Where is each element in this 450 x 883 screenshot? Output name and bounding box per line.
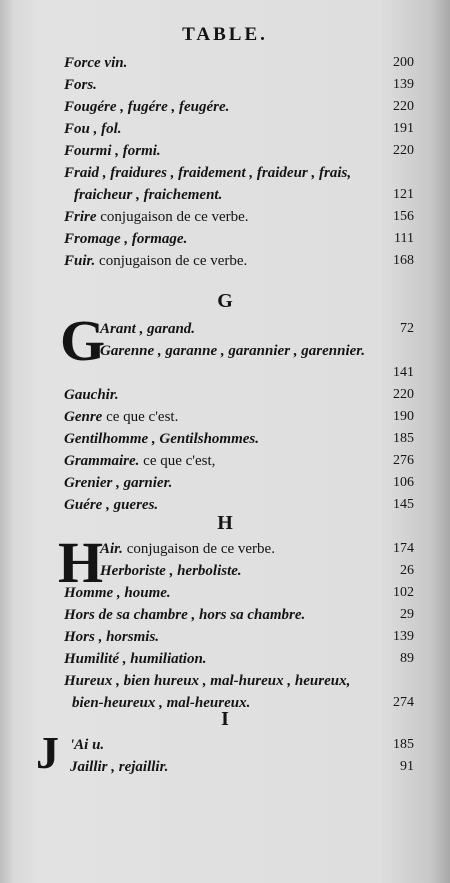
entry-term: Fougére , fugére , feugére. [64,99,230,115]
entry-page-number: 174 [393,541,414,556]
index-entry [64,604,414,626]
entry-page-number: 190 [393,409,414,424]
entry-page-number: 220 [393,387,414,402]
index-entry [64,648,414,670]
entry-term: Garenne , garanne , garannier , garennier. [100,343,366,359]
index-entry [64,626,414,648]
entry-page-number: 139 [393,629,414,644]
index-entry [64,118,414,140]
entry-term: Gentilhomme , Gentilshommes. [64,431,260,447]
entry-page-number: 121 [393,187,414,202]
index-entry [64,74,414,96]
entry-term: Homme , houme. [64,585,171,601]
dropcap-g: G [60,308,106,373]
entry-description: conjugaison de ce verbe. [96,209,249,225]
section-letter-i: I [221,708,229,730]
entry-page-number: 200 [393,55,414,70]
entry-page-number: 141 [393,365,414,380]
page-header: TABLE. [182,24,268,45]
entries-h [64,538,414,714]
index-entry [64,250,414,272]
index-entry [64,670,414,692]
entry-description: conjugaison de ce verbe. [122,541,275,557]
index-entry [64,362,414,384]
entry-term: Gauchir. [64,387,119,403]
entry-description: ce que c'est, [139,453,216,469]
index-entry [64,340,414,362]
entry-term: bien-heureux , mal-heureux. [72,695,251,711]
entry-page-number: 106 [393,475,414,490]
section-letter-h: H [217,512,233,534]
entry-term: Grenier , garnier. [64,475,173,491]
index-entry [64,450,414,472]
entry-description: conjugaison de ce verbe. [95,253,248,269]
index-entry [64,96,414,118]
entry-page-number: 72 [400,321,414,336]
entry-page-number: 191 [393,121,414,136]
entry-term: 'Ai u. [70,737,105,753]
entry-term: Frire [64,209,97,225]
index-entry [64,472,414,494]
entry-page-number: 156 [393,209,414,224]
entry-page-number: 185 [393,431,414,446]
entry-term: Herboriste , herboliste. [100,563,242,579]
entry-page-number: 276 [393,453,414,468]
index-entry [64,206,414,228]
index-entry [64,756,414,778]
dropcap-j: J [36,727,59,778]
index-entry [64,560,414,582]
entry-term: Hors de sa chambre , hors sa chambre. [64,607,306,623]
dropcap-h: H [58,530,104,595]
index-entry [64,734,414,756]
entries-j [64,734,414,778]
entry-term: Hors , horsmis. [64,629,160,645]
entry-term: Force vin. [64,55,128,71]
entry-term: Hureux , bien hureux , mal-hureux , heureux, [64,673,351,689]
entry-page-number: 220 [393,99,414,114]
entry-term: Humilité , humiliation. [64,651,207,667]
index-entry [64,582,414,604]
entry-term: Arant , garand. [100,321,196,337]
entries-f [64,52,414,272]
entry-description: ce que c'est. [102,409,179,425]
entry-page-number: 91 [400,759,414,774]
entries-g [64,318,414,516]
index-entry [64,140,414,162]
entry-term: Fuir. [64,253,96,269]
entry-term: Fors. [64,77,97,93]
entry-page-number: 139 [393,77,414,92]
entry-page-number: 26 [400,563,414,578]
entry-term: Fromage , formage. [64,231,188,247]
entry-page-number: 111 [394,231,414,246]
entry-page-number: 168 [393,253,414,268]
entry-page-number: 145 [393,497,414,512]
entry-term: Fraid , fraidures , fraidement , fraideur , frais, [64,165,352,181]
index-entry [64,318,414,340]
index-entry [64,538,414,560]
index-entry [64,228,414,250]
entry-page-number: 102 [393,585,414,600]
entry-term: Fou , fol. [64,121,122,137]
entry-term: Jaillir , rejaillir. [70,759,169,775]
entry-page-number: 274 [393,695,414,710]
entry-term: Guére , gueres. [64,497,159,513]
entry-page-number: 185 [393,737,414,752]
index-entry [64,384,414,406]
entry-term: Genre [64,409,103,425]
index-entry [64,428,414,450]
entry-term: fraicheur , fraichement. [74,187,223,203]
index-entry [64,162,414,184]
entry-page-number: 29 [400,607,414,622]
index-entry [64,184,414,206]
entry-page-number: 89 [400,651,414,666]
index-entry [64,52,414,74]
entry-term: Air. [100,541,123,557]
entry-term: Fourmi , formi. [64,143,161,159]
section-letter-g: G [217,290,233,312]
entry-page-number: 220 [393,143,414,158]
index-entry [64,406,414,428]
entry-term: Grammaire. [64,453,140,469]
